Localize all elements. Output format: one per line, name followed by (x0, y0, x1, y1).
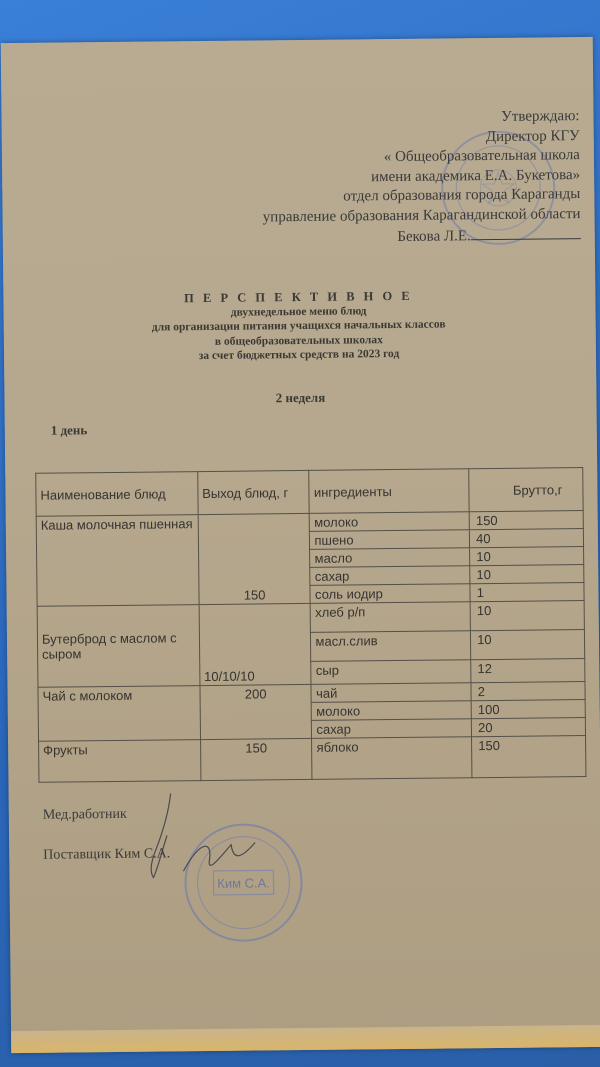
approval-block (262, 107, 581, 249)
approval-line: Директор КГУ (485, 127, 580, 145)
menu-table (35, 467, 586, 783)
header-brutto: Брутто,г (469, 468, 583, 512)
dish-output: 10/10/10 (199, 603, 312, 685)
title-sub: за счет бюджетных средств на 2023 год (198, 347, 400, 363)
ingredient-name: сахар (312, 719, 472, 739)
dish-name: Чай с молоком (38, 686, 200, 742)
ingredient-name: масл.слив (311, 631, 471, 662)
ingredient-brutto: 2 (471, 682, 585, 701)
ingredient-name: сыр (311, 660, 471, 685)
ingredient-name: молоко (312, 701, 472, 721)
header-ingredients: ингредиенты (309, 469, 469, 514)
title-sub: для организации питания учащихся начальных классов (151, 318, 446, 334)
ingredient-name: пшено (310, 530, 470, 550)
ingredient-brutto: 150 (469, 511, 583, 530)
ingredient-name: чай (311, 683, 471, 703)
dish-name: Бутерброд с маслом с сыром (37, 605, 200, 688)
ingredient-brutto: 12 (471, 659, 585, 683)
document-sheet (1, 37, 600, 1053)
ingredient-brutto: 100 (471, 700, 585, 719)
ingredient-brutto: 20 (471, 718, 585, 737)
ingredient-brutto: 10 (470, 601, 584, 631)
seal-text: Ким С.А. (217, 875, 270, 891)
ingredient-name: масло (310, 548, 470, 568)
med-worker-label: Мед.работник (42, 806, 127, 823)
signature-underline (471, 224, 581, 240)
approval-line: отдел образования города Караганды (343, 186, 581, 205)
title-sub: в общеобразовательных школах (214, 333, 383, 348)
ingredient-brutto: 40 (470, 529, 584, 548)
dish-output: 150 (198, 513, 311, 604)
ingredient-brutto: 10 (470, 547, 584, 566)
ingredient-brutto: 10 (471, 630, 585, 660)
ingredient-name: соль иодир (310, 584, 470, 604)
dish-name: Фрукты (39, 740, 201, 783)
header-output: Выход блюд, г (197, 470, 309, 514)
header-dish: Наименование блюд (36, 472, 198, 517)
document-title (83, 288, 514, 365)
ingredient-name: хлеб р/п (311, 602, 471, 633)
ingredient-name: яблоко (312, 737, 472, 780)
dish-output: 150 (200, 738, 312, 780)
week-label: 2 неделя (275, 389, 326, 406)
title-main: П Е Р С П Е К Т И В Н О Е (184, 288, 413, 306)
approval-signature-line (263, 224, 581, 249)
signature-med-worker (141, 791, 182, 881)
table-row (39, 736, 586, 783)
ingredient-name: сахар (310, 566, 470, 586)
day-label: 1 день (50, 422, 88, 438)
ingredient-brutto: 10 (470, 565, 584, 584)
ingredient-name: молоко (310, 512, 470, 532)
dish-name: Каша молочная пшенная (36, 515, 199, 607)
approval-line: имени академика Е.А. Букетова» (370, 166, 581, 185)
approval-line: управление образования Карагандинской области (262, 205, 581, 225)
table-header-row (36, 468, 583, 517)
ingredient-brutto: 1 (470, 583, 584, 602)
supplier-label: Поставщик Ким С.А. (43, 846, 171, 863)
signature-supplier (179, 830, 260, 891)
title-sub: двухнедельное меню блюд (230, 304, 367, 319)
dish-output: 200 (200, 684, 312, 739)
director-name: Бекова Л.Е. (397, 228, 471, 245)
approval-line: « Общеобразовательная школа (383, 147, 581, 166)
ingredient-brutto: 150 (472, 736, 586, 778)
approval-line: Утверждаю: (501, 108, 580, 125)
